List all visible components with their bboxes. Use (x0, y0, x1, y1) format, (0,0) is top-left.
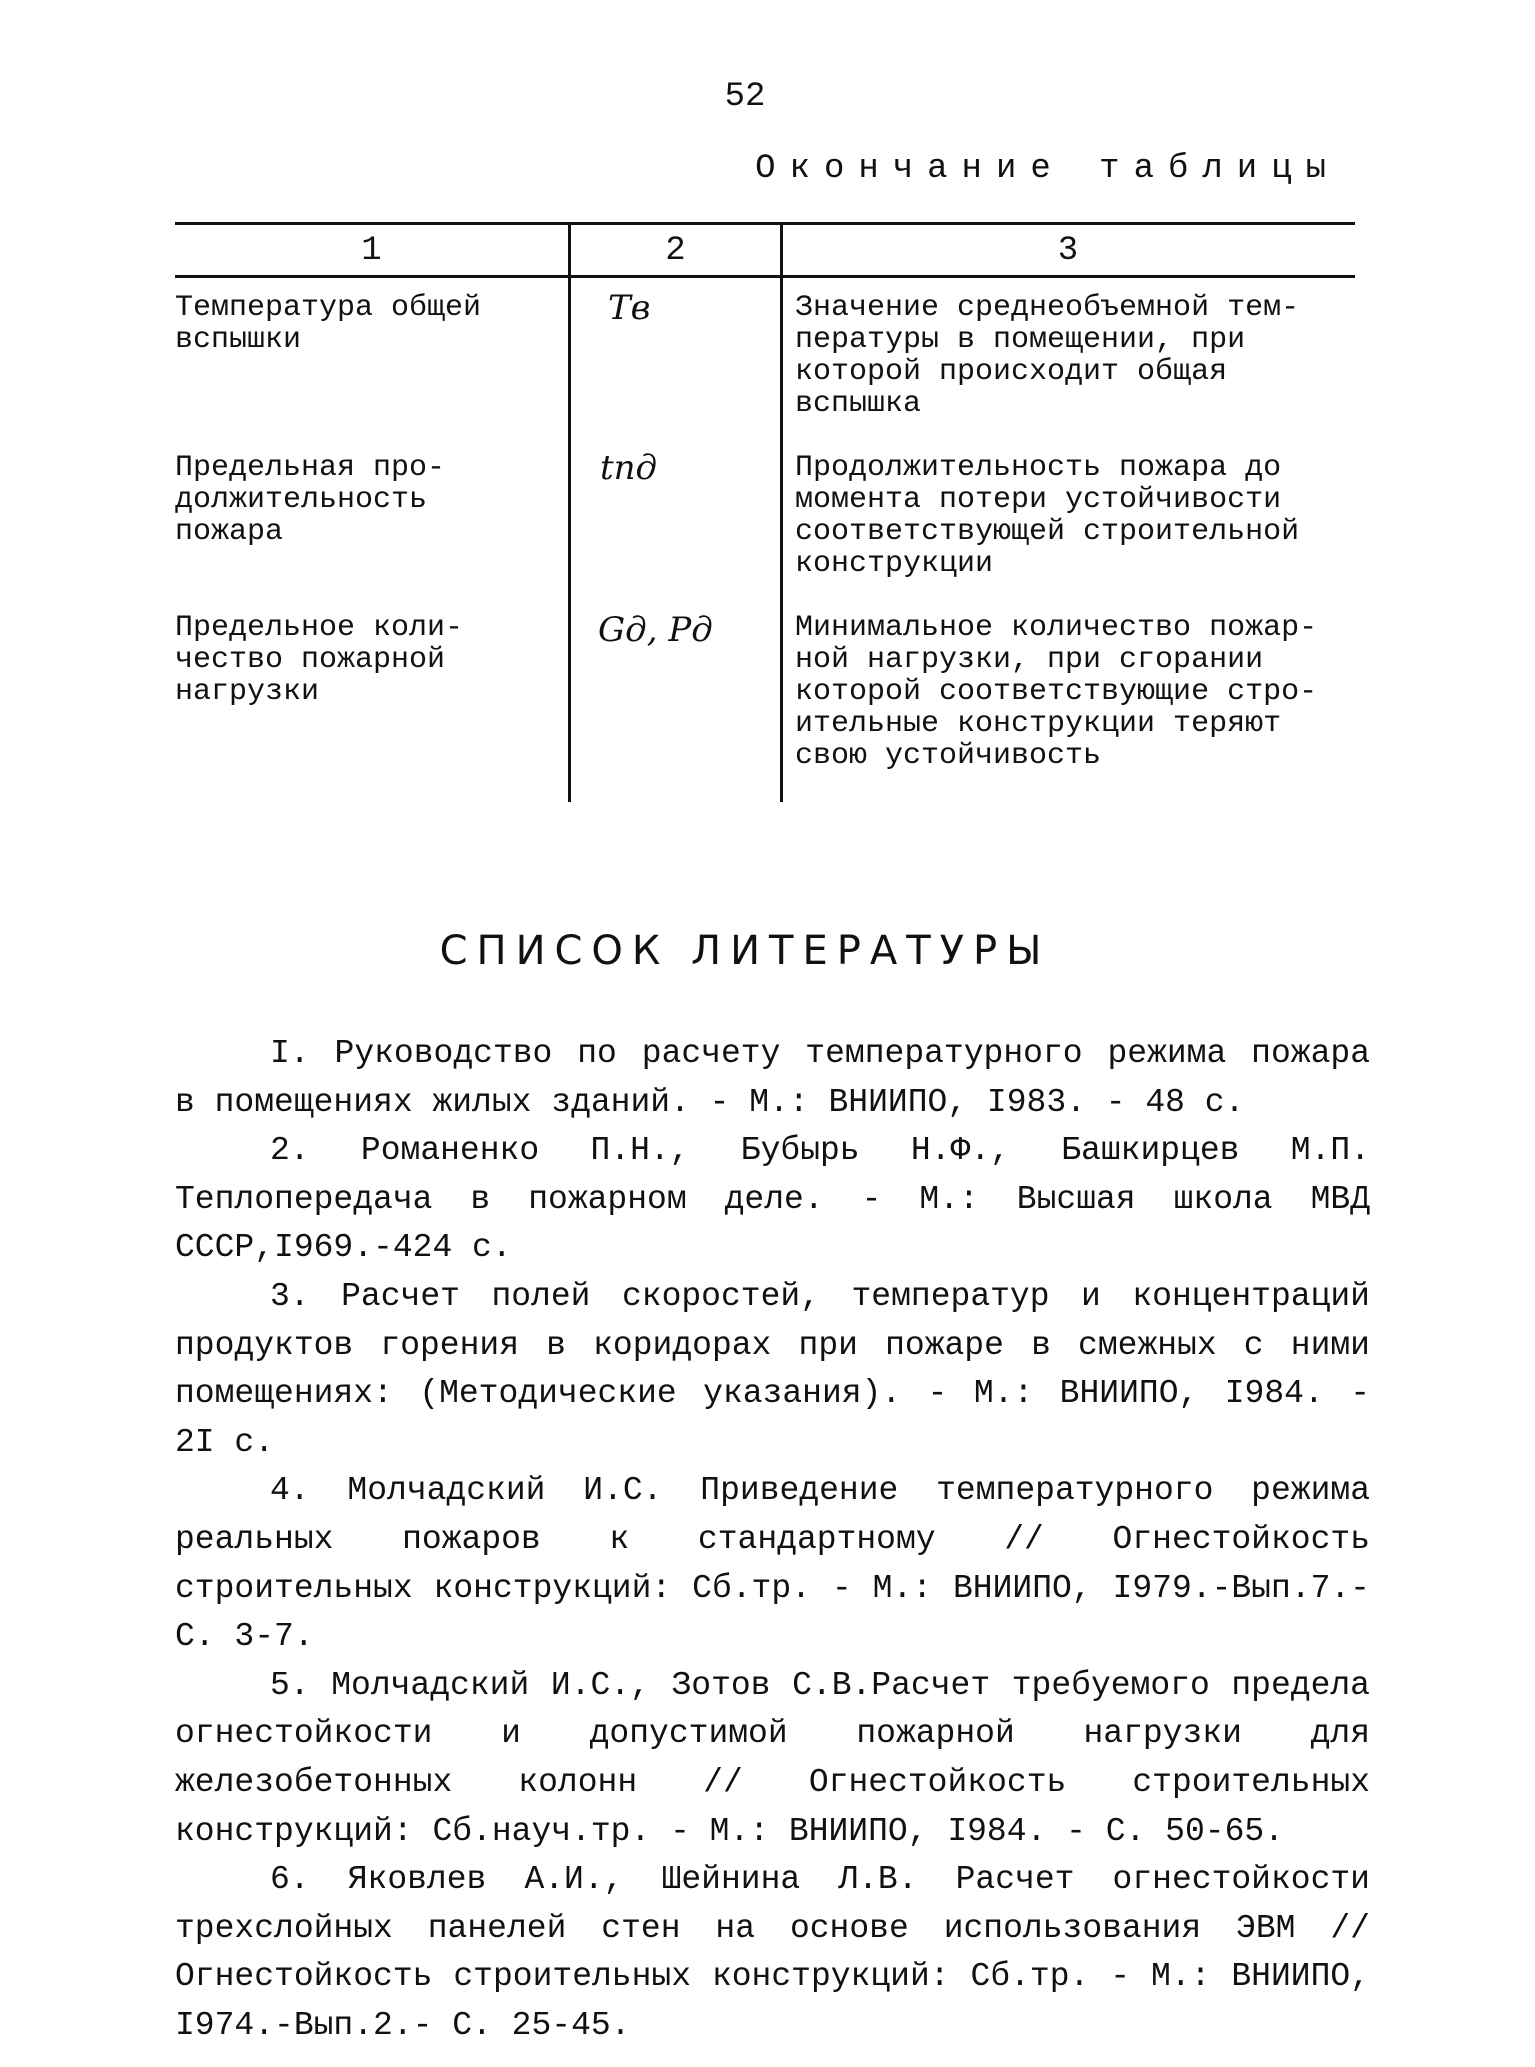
table-row-2-symbol: tпд (600, 448, 658, 488)
table-header-col-3: 3 (1057, 232, 1079, 270)
reference-item: 6. Яковлев А.И., Шейнина Л.В. Расчет огнестойкости трехслойных панелей стен на основе использования ЭВМ // Огнестойкость строительных конструкций: Сб.тр. - М.: ВНИИПО, I974.-Вып.2.- С. 25-45. (175, 1861, 1370, 2044)
reference-item: 3. Расчет полей скоростей, температур и концентраций продуктов горения в коридорах при пожаре в смежных с ними помещениях: (Методические указания). - М.: ВНИИПО, I984. - 2I с. (175, 1277, 1370, 1461)
table-row-1-symbol: Tв (608, 288, 651, 328)
reference-item: 2. Романенко П.Н., Бубырь Н.Ф., Башкирцев М.П. Теплопередача в пожарном деле. - М.: Высшая школа МВД СССР,I969.-424 с. (175, 1132, 1370, 1267)
table-caption: Окончание таблицы (755, 150, 1340, 188)
table-top-rule (175, 222, 1355, 225)
reference-item: I. Руководство по расчету температурного режима пожара в помещениях жилых зданий. - М.: ВНИИПО, I983. - 48 с. (175, 1035, 1370, 1121)
table-row-1-term: Температура общей вспышки (175, 291, 482, 357)
table-row-3-symbol: Gд, Pд (598, 610, 713, 650)
page-number: 52 (724, 78, 766, 116)
table-row-2-description: Продолжительность пожара до момента потери устойчивости соответствующей строительной конструкции (795, 451, 1300, 581)
section-title: СПИСОК ЛИТЕРАТУРЫ (439, 928, 1051, 975)
table-header-rule (175, 275, 1355, 278)
reference-item: 5. Молчадский И.С., Зотов С.В.Расчет требуемого предела огнестойкости и допустимой пожарной нагрузки для железобетонных колонн // Огнестойкость строительных конструкций: Сб.науч.тр. - М.: ВНИИПО, I984. - С. 50-65. (175, 1666, 1370, 1850)
table-column-divider-1 (568, 224, 571, 802)
table-column-divider-2 (780, 224, 783, 802)
table-row-3-term: Предельное коли- чество пожарной нагрузки (175, 611, 464, 709)
reference-list (175, 1030, 1370, 2050)
terms-table (0, 0, 1535, 820)
reference-item: 4. Молчадский И.С. Приведение температурного режима реальных пожаров к стандартному // Огнестойкость строительных конструкций: Сб.тр. - М.: ВНИИПО, I979.-Вып.7.-С. 3-7. (175, 1472, 1370, 1656)
table-row-1-description: Значение среднеобъемной тем- пературы в помещении, при которой происходит общая вспышка (795, 291, 1300, 421)
table-header-col-1: 1 (361, 232, 382, 270)
table-row-3-description: Минимальное количество пожар- ной нагрузки, при сгорании которой соответствующие стро- ительные конструкции теряют свою устойчивость (795, 611, 1318, 773)
table-row-2-term: Предельная про- должительность пожара (175, 451, 446, 549)
table-header-col-2: 2 (665, 232, 686, 270)
